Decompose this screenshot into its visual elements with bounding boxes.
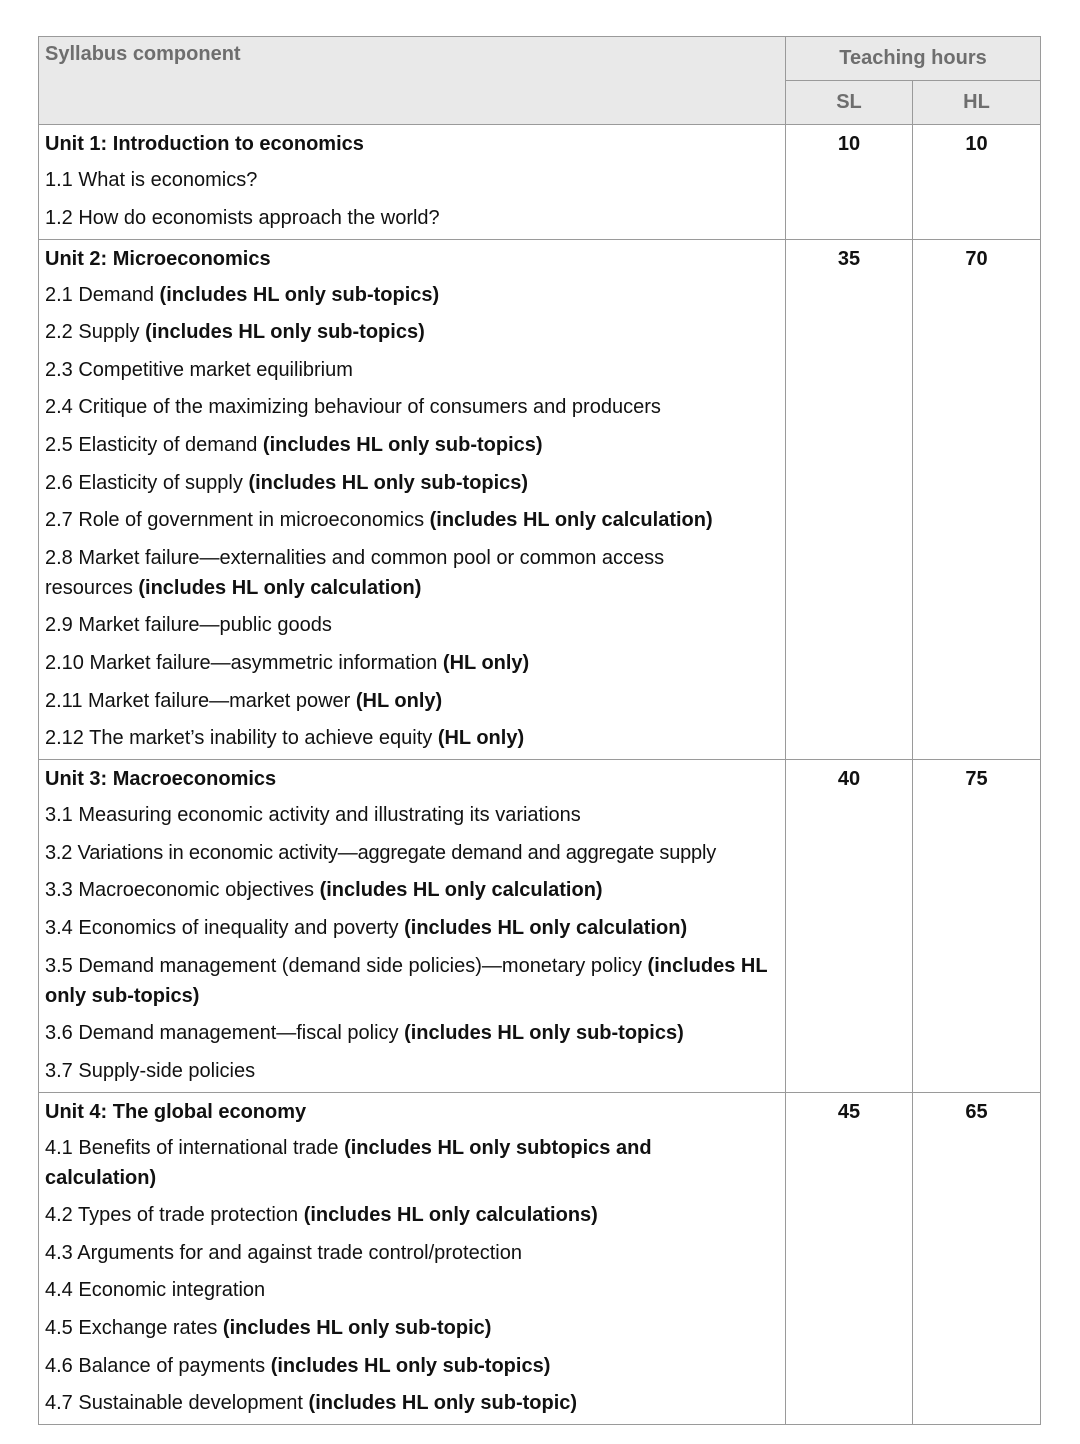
topic-text: 2.2 Supply <box>45 321 140 344</box>
topic-note: (includes HL only sub-topic) <box>222 1317 492 1340</box>
topic-text: 2.6 Elasticity of supply <box>45 471 243 494</box>
topic-2-3 <box>45 355 779 385</box>
unit-2-sl-hours: 35 <box>786 239 913 760</box>
topic-text: 2.8 Market failure—externalities and common pool or common access resources <box>45 546 665 599</box>
topic-note: (includes HL only sub-topic) <box>308 1392 578 1415</box>
topic-1-2 <box>45 203 779 233</box>
topic-text: 2.3 Competitive market equilibrium <box>45 358 353 381</box>
table-row-unit-1 <box>39 125 1041 240</box>
unit-4-topics <box>39 1092 786 1425</box>
topic-note: (includes HL only calculation) <box>429 509 713 532</box>
unit-3-sl-hours: 40 <box>786 760 913 1093</box>
topic-text: 3.1 Measuring economic activity and illustrating its variations <box>45 804 581 827</box>
hl-header: HL <box>913 81 1041 125</box>
unit-4-title: Unit 4: The global economy <box>45 1100 307 1123</box>
topic-text: 2.9 Market failure—public goods <box>45 614 332 637</box>
topic-text: 2.7 Role of government in microeconomics <box>45 509 425 532</box>
topic-text: 4.6 Balance of payments <box>45 1354 266 1377</box>
topic-text: 2.5 Elasticity of demand <box>45 433 258 456</box>
topic-text: 4.1 Benefits of international trade <box>45 1136 339 1159</box>
topic-3-3 <box>45 875 779 905</box>
topic-text: 4.5 Exchange rates <box>45 1317 218 1340</box>
topic-note: (includes HL only subtopics and calculation) <box>45 1136 652 1189</box>
topic-text: 2.11 Market failure—market power <box>45 689 351 712</box>
unit-4-sl-hours: 45 <box>786 1092 913 1425</box>
table-row-unit-4 <box>39 1092 1041 1425</box>
topic-note: (includes HL only calculation) <box>138 576 422 599</box>
topic-text: 2.1 Demand <box>45 283 154 306</box>
topic-text: 3.6 Demand management—fiscal policy <box>45 1022 399 1045</box>
topic-4-4 <box>45 1275 779 1305</box>
topic-text: 4.3 Arguments for and against trade control/protection <box>45 1241 522 1264</box>
topic-note: (includes HL only sub-topics) <box>270 1354 551 1377</box>
topic-4-6 <box>45 1351 779 1381</box>
unit-3-hl-hours: 75 <box>913 760 1041 1093</box>
topic-4-1 <box>45 1133 779 1193</box>
topic-4-5 <box>45 1313 779 1343</box>
topic-text: 1.2 How do economists approach the world? <box>45 206 440 229</box>
topic-2-1 <box>45 280 779 310</box>
topic-note: (HL only) <box>442 651 530 674</box>
unit-1-topics <box>39 125 786 240</box>
topic-4-2 <box>45 1200 779 1230</box>
topic-2-6 <box>45 468 779 498</box>
topic-text: 3.5 Demand management (demand side policies)—monetary policy <box>45 954 642 977</box>
unit-4-hl-hours: 65 <box>913 1092 1041 1425</box>
topic-text: 4.7 Sustainable development <box>45 1392 303 1415</box>
topic-2-7 <box>45 505 779 535</box>
topic-2-4 <box>45 392 779 422</box>
topic-3-6 <box>45 1018 779 1048</box>
topic-note: (includes HL only calculation) <box>404 916 688 939</box>
unit-2-title: Unit 2: Microeconomics <box>45 247 271 270</box>
topic-text: 2.4 Critique of the maximizing behaviour of consumers and producers <box>45 396 661 419</box>
topic-1-1 <box>45 165 779 195</box>
topic-2-8 <box>45 543 779 603</box>
topic-3-4 <box>45 913 779 943</box>
topic-2-10 <box>45 648 779 678</box>
topic-note: (includes HL only sub-topics) <box>262 433 543 456</box>
topic-4-3 <box>45 1238 779 1268</box>
unit-3-topics <box>39 760 786 1093</box>
topic-2-5 <box>45 430 779 460</box>
topic-text: 3.3 Macroeconomic objectives <box>45 879 315 902</box>
syllabus-component-header: Syllabus component <box>39 37 786 125</box>
unit-1-hl-hours: 10 <box>913 125 1041 240</box>
unit-1-sl-hours: 10 <box>786 125 913 240</box>
topic-3-2 <box>45 838 779 868</box>
topic-2-9 <box>45 610 779 640</box>
topic-text: 3.2 Variations in economic activity—aggregate demand and aggregate supply <box>45 841 717 864</box>
unit-2-topics <box>39 239 786 760</box>
topic-3-7 <box>45 1056 779 1086</box>
topic-text: 2.10 Market failure—asymmetric information <box>45 651 438 674</box>
topic-3-1 <box>45 800 779 830</box>
topic-text: 3.7 Supply-side policies <box>45 1059 256 1082</box>
topic-note: (includes HL only sub-topics) <box>45 954 768 1007</box>
topic-2-12 <box>45 723 779 753</box>
topic-text: 2.12 The market’s inability to achieve equity <box>45 727 433 750</box>
topic-note: (HL only) <box>437 727 525 750</box>
unit-2-hl-hours: 70 <box>913 239 1041 760</box>
syllabus-table <box>38 36 1041 1425</box>
teaching-hours-header: Teaching hours <box>786 37 1041 81</box>
topic-note: (includes HL only sub-topics) <box>159 283 440 306</box>
unit-1-title: Unit 1: Introduction to economics <box>45 133 364 155</box>
topic-text: 4.2 Types of trade protection <box>45 1204 299 1227</box>
topic-text: 4.4 Economic integration <box>45 1279 266 1302</box>
table-header <box>39 37 1041 125</box>
topic-4-7 <box>45 1388 779 1418</box>
topic-note: (HL only) <box>355 689 443 712</box>
topic-note: (includes HL only sub-topics) <box>145 321 425 344</box>
topic-text: 1.1 What is economics? <box>45 169 258 191</box>
topic-3-5 <box>45 951 779 1011</box>
topic-note: (includes HL only sub-topics) <box>248 471 529 494</box>
topic-text: 3.4 Economics of inequality and poverty <box>45 916 399 939</box>
sl-header: SL <box>786 81 913 125</box>
topic-note: (includes HL only calculations) <box>303 1204 598 1227</box>
topic-note: (includes HL only calculation) <box>319 879 603 902</box>
topic-note: (includes HL only sub-topics) <box>404 1022 684 1045</box>
unit-3-title: Unit 3: Macroeconomics <box>45 768 277 791</box>
topic-2-11 <box>45 686 779 716</box>
topic-2-2 <box>45 317 779 347</box>
table-row-unit-3 <box>39 760 1041 1093</box>
table-row-unit-2 <box>39 239 1041 760</box>
